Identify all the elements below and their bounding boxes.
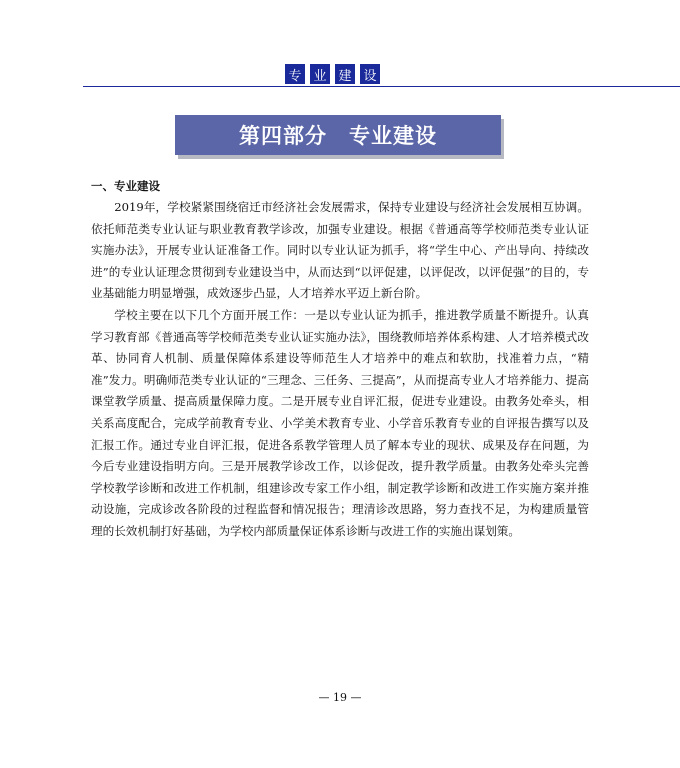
paragraph: 2019年，学校紧紧围绕宿迁市经济社会发展需求，保持专业建设与经济社会发展相互协调。依托师范类专业认证与职业教育教学诊改，加强专业建设。根据《普通高等学校师范类专业认证实施办法》，开展专业认证准备工作。同时以专业认证为抓手，将“学生中心、产出导向、持续改进”的专业认证理念贯彻到专业建设当中，从而达到“以评促建，以评促改，以评促强”的目的，专业基础能力明显增强，成效逐步凸显，人才培养水平迈上新台阶。 [91, 200, 589, 301]
header-rule [83, 86, 680, 87]
paragraph: 学校主要在以下几个方面开展工作：一是以专业认证为抓手，推进教学质量不断提升。认真学习教育部《普通高等学校师范类专业认证实施办法》，围绕教师培养体系构建、人才培养模式改革、协同育人机制、质量保障体系建设等师范生人才培养中的难点和软肋，找准着力点，“精准”发力。明确师范类专业认证的“三理念、三任务、三提高”，从而提高专业人才培养能力、提高课堂教学质量、提高质量保障力度。二是开展专业自评汇报，促进专业建设。由教务处牵头，相关系高度配合，完成学前教育专业、小学美术教育专业、小学音乐教育专业的自评报告撰写以及汇报工作。通过专业自评汇报，促进各系教学管理人员了解本专业的现状、成果及存在问题，为今后专业建设指明方向。三是开展教学诊改工作，以诊促改，提升教学质量。由教务处牵头完善学校教学诊断和改进工作机制，组建诊改专家工作小组，制定教学诊断和改进工作实施方案并推动设施，完成诊改各阶段的过程监督和情况报告；理清诊改思路，努力查找不足，为构建质量管理的长效机制打好基础，为学校内部质量保证体系诊断与改进工作的实施出谋划策。 [91, 307, 589, 538]
header-char: 专 [285, 64, 305, 84]
header-char: 业 [310, 64, 330, 84]
part-title-banner [175, 115, 501, 155]
running-header [285, 64, 380, 84]
page-number: — 19 — [318, 691, 362, 704]
document-body [91, 176, 589, 543]
section-heading: 一、专业建设 [91, 179, 160, 193]
header-char: 建 [335, 64, 355, 84]
header-char: 设 [360, 64, 380, 84]
part-title: 第四部分 专业建设 [239, 124, 437, 148]
